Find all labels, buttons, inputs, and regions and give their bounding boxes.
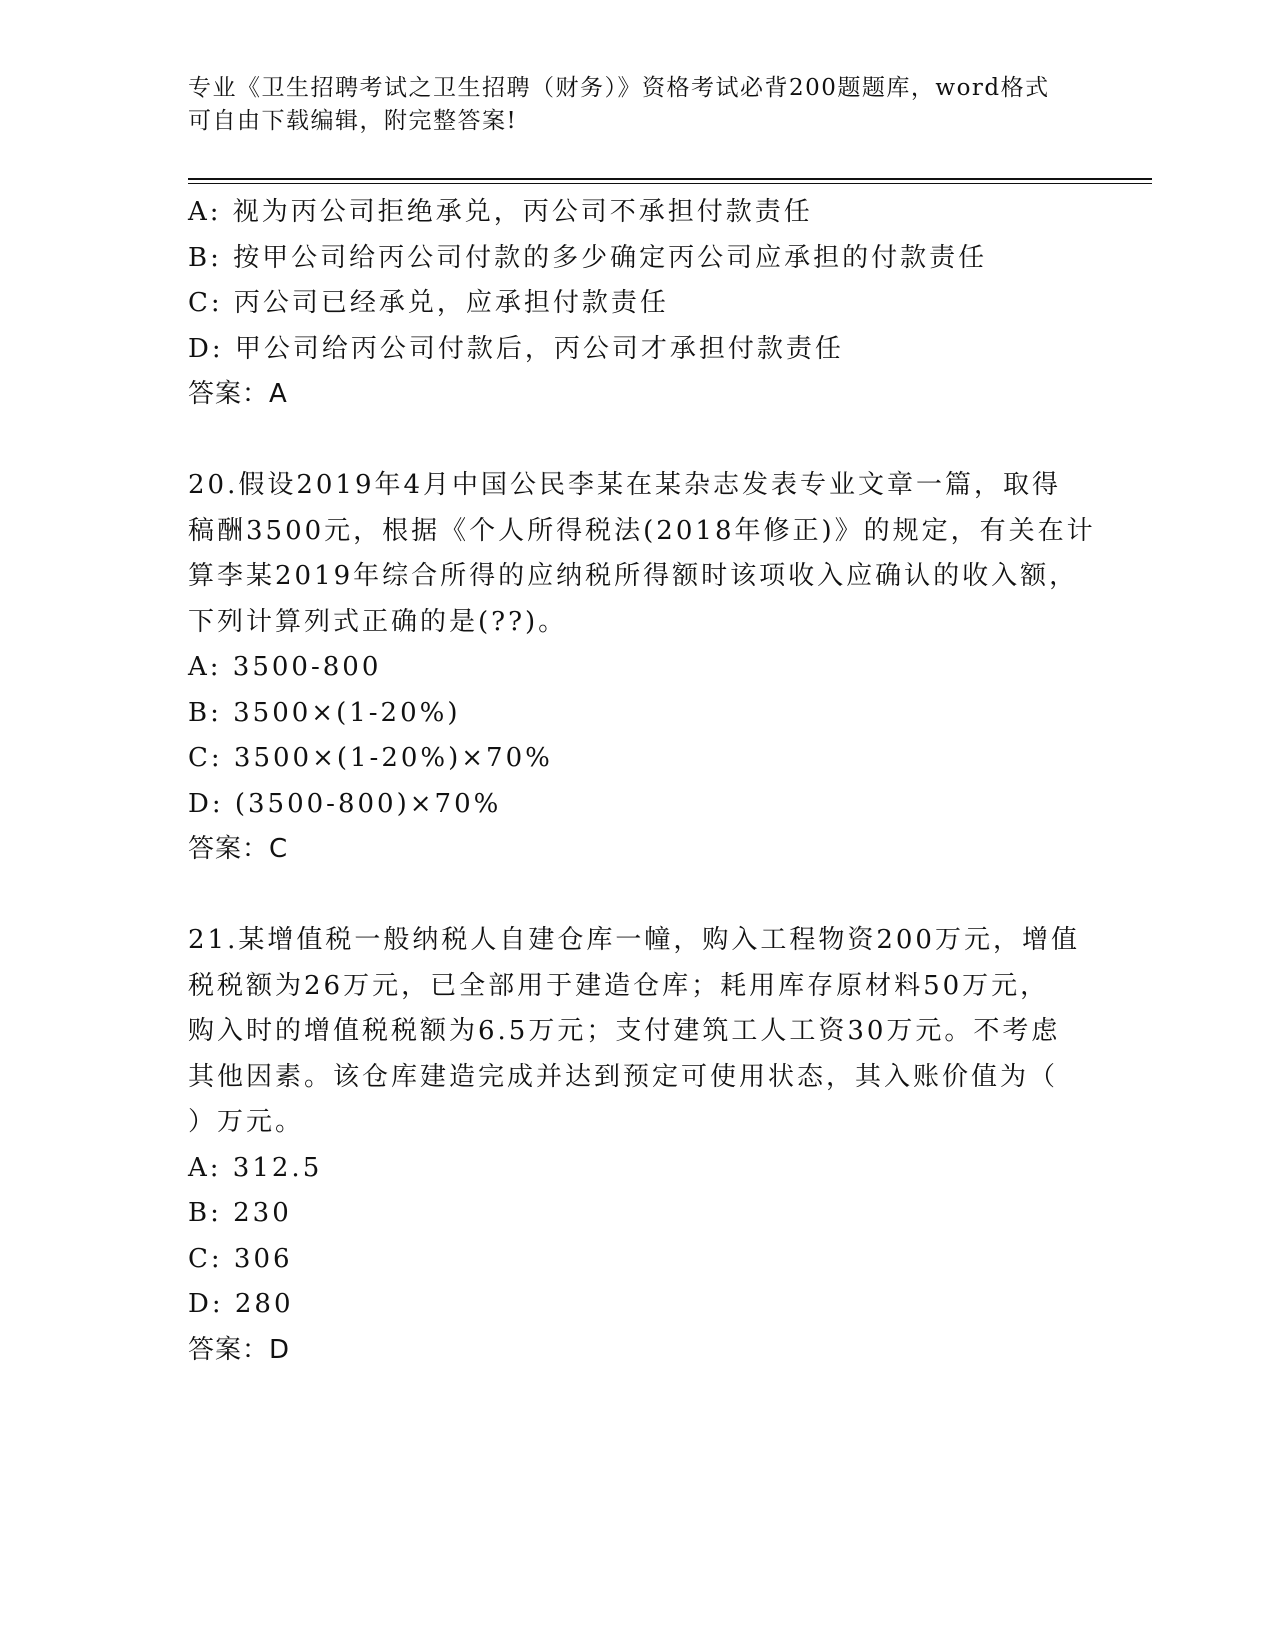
question-stem-line: ）万元。 xyxy=(188,1107,305,1137)
option-b: B: 230 xyxy=(188,1198,292,1228)
question-20 xyxy=(188,463,1096,873)
option-b: B: 3500×(1-20%) xyxy=(188,697,461,728)
header-title-line-1: 专业《卫生招聘考试之卫生招聘（财务）》资格考试必背200题题库，word格式 xyxy=(188,75,1050,101)
option-a: A: 312.5 xyxy=(188,1152,323,1183)
question-stem-line: 20.假设2019年4月中国公民李某在某杂志发表专业文章一篇，取得 xyxy=(188,470,1062,500)
question-stem-line: 算李某2019年综合所得的应纳税所得额时该项收入应确认的收入额， xyxy=(188,561,1079,591)
spacer xyxy=(188,418,1088,464)
option-b: B: 按甲公司给丙公司付款的多少确定丙公司应承担的付款责任 xyxy=(188,242,988,273)
answer-line: 答案：C xyxy=(188,834,289,864)
option-d: D: 280 xyxy=(188,1289,294,1319)
option-a: A: 3500-800 xyxy=(188,652,382,682)
question-stem-line: 其他因素。该仓库建造完成并达到预定可使用状态，其入账价值为（ xyxy=(188,1061,1059,1092)
question-19 xyxy=(188,190,1088,418)
question-stem-line: 购入时的增值税税额为6.5万元；支付建筑工人工资30万元。不考虑 xyxy=(188,1016,1061,1046)
option-c: C: 3500×(1-20%)×70% xyxy=(188,743,553,773)
option-d: D: 甲公司给丙公司付款后，丙公司才承担付款责任 xyxy=(188,333,844,364)
option-c: C: 丙公司已经承兑，应承担付款责任 xyxy=(188,288,669,318)
option-c: C: 306 xyxy=(188,1243,293,1274)
question-stem-line: 21.某增值税一般纳税人自建仓库一幢，购入工程物资200万元，增值 xyxy=(188,925,1080,955)
question-21 xyxy=(188,918,1088,1373)
option-a: A: 视为丙公司拒绝承兑，丙公司不承担付款责任 xyxy=(188,197,813,227)
page-header xyxy=(188,72,1088,138)
header-divider xyxy=(188,178,1152,184)
header-title-line-2: 可自由下载编辑，附完整答案! xyxy=(188,108,518,134)
answer-line: 答案：D xyxy=(188,1334,291,1365)
answer-line: 答案：A xyxy=(188,379,288,409)
spacer xyxy=(188,873,1088,919)
question-stem-line: 下列计算列式正确的是(??)。 xyxy=(188,606,568,637)
question-stem-line: 税税额为26万元，已全部用于建造仓库；耗用库存原材料50万元， xyxy=(188,970,1050,1001)
option-d: D: (3500-800)×70% xyxy=(188,788,502,819)
question-stem-line: 稿酬3500元，根据《个人所得税法(2018年修正)》的规定，有关在计 xyxy=(188,515,1096,546)
question-list xyxy=(188,190,1096,1373)
